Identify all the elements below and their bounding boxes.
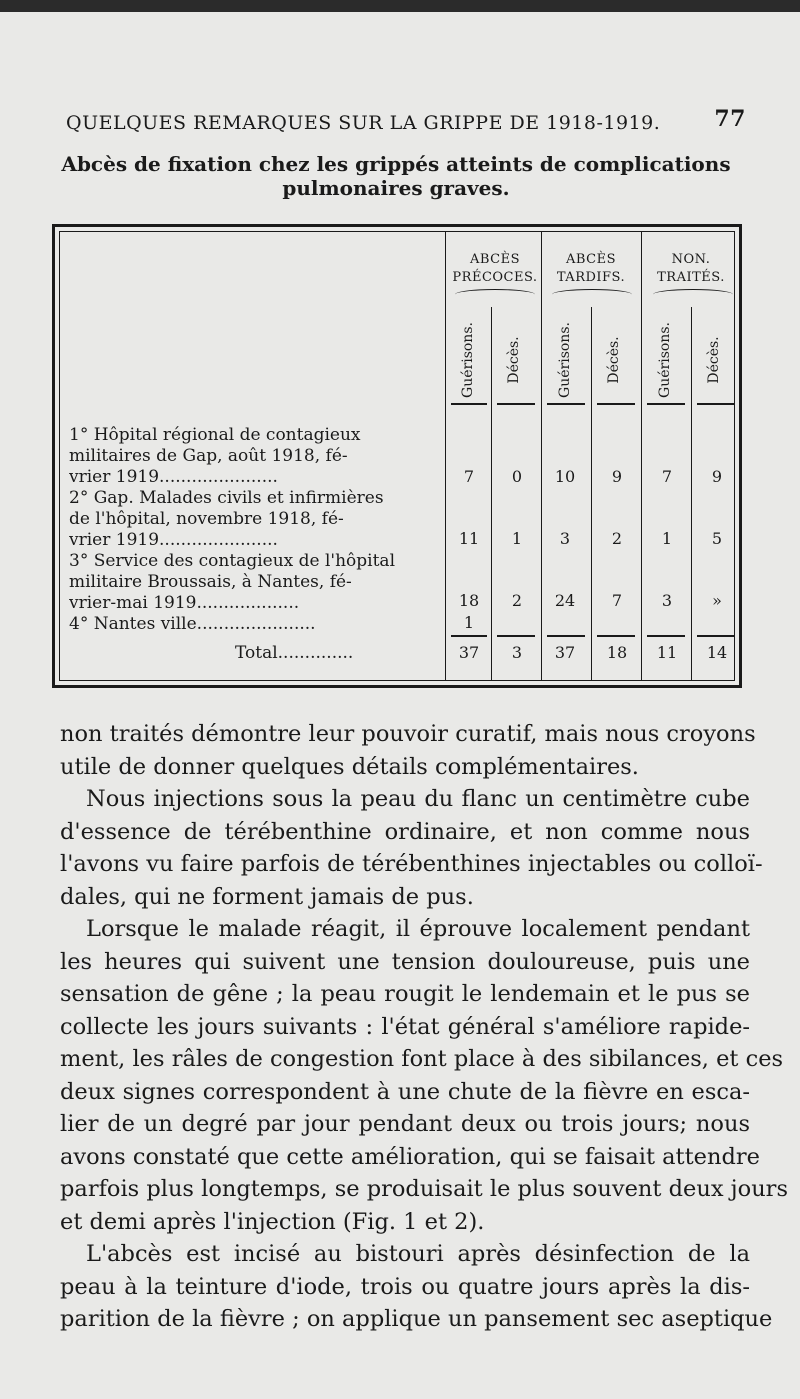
- table-row-label: [69, 614, 447, 635]
- total-value: 14: [706, 643, 728, 662]
- page-top-edge: [0, 0, 800, 12]
- header-rule: [451, 403, 487, 405]
- total-rule: [497, 635, 535, 637]
- header-rule: [647, 403, 685, 405]
- cell-value: 7: [463, 467, 475, 486]
- cell-value: 18: [458, 591, 480, 610]
- cell-value: 1: [463, 613, 475, 632]
- row-label-line: militaire Broussais, à Nantes, fé-: [69, 572, 352, 592]
- group-header-line: NON.: [671, 252, 711, 267]
- table-row-label: [69, 425, 447, 488]
- caption-line: Abcès de fixation chez les grippés atteints de complications: [61, 152, 731, 176]
- total-label: Total..............: [235, 643, 354, 663]
- text-line: parfois plus longtemps, se produisait le plus souvent deux jours: [60, 1176, 788, 1202]
- total-rule: [647, 635, 685, 637]
- text-line: dales, qui ne forment jamais de pus.: [60, 883, 474, 910]
- running-title: QUELQUES REMARQUES SUR LA GRIPPE DE 1918-1919.: [66, 112, 661, 134]
- subhead-deces: [594, 315, 634, 405]
- text-line: peau à la teinture d'iode, trois ou quatre jours après la dis-: [60, 1273, 750, 1300]
- row-label-line: militaires de Gap, août 1918, fé-: [69, 446, 348, 466]
- text-line: avons constaté que cette amélioration, qui se faisait attendre: [60, 1143, 760, 1170]
- group-header-line: PRÉCOCES.: [452, 270, 538, 285]
- cell-value: 1: [511, 529, 523, 548]
- subhead-label: Guérisons.: [557, 322, 573, 398]
- cell-value: 24: [554, 591, 576, 610]
- text-line: ment, les râles de congestion font place à des sibilances, et ces: [60, 1046, 784, 1072]
- column-rule: [491, 307, 492, 681]
- text-line: utile de donner quelques détails complémentaires.: [60, 753, 639, 780]
- row-label-line: 4° Nantes ville......................: [69, 614, 316, 634]
- text-line: Lorsque le malade réagit, il éprouve localement pendant: [86, 916, 750, 942]
- subhead-guerisons: [545, 315, 585, 405]
- cell-value: 7: [611, 591, 623, 610]
- subhead-label: Guérisons.: [657, 322, 673, 398]
- text-line: collecte les jours suivants : l'état général s'améliore rapide-: [60, 1013, 750, 1040]
- cell-value: »: [712, 591, 722, 610]
- text-line: Nous injections sous la peau du flanc un centimètre cube: [86, 786, 750, 812]
- text-line: sensation de gêne ; la peau rougit le lendemain et le pus se: [60, 981, 750, 1007]
- group-header-abces-precoces: [447, 251, 543, 287]
- page-number: 77: [714, 106, 746, 132]
- total-value: 11: [656, 643, 678, 662]
- text-line: les heures qui suivent une tension douloureuse, puis une: [60, 948, 750, 975]
- row-label-line: vrier 1919......................: [69, 467, 278, 487]
- subhead-label: Décès.: [706, 336, 722, 384]
- subhead-label: Décès.: [606, 336, 622, 384]
- caption-line: pulmonaires graves.: [282, 176, 510, 200]
- cell-value: 3: [661, 591, 673, 610]
- header-rule: [547, 403, 585, 405]
- text-line: d'essence de térébenthine ordinaire, et non comme nous: [60, 818, 750, 845]
- table-row-label: [69, 551, 447, 614]
- subhead-guerisons: [448, 315, 488, 405]
- column-rule: [591, 307, 592, 681]
- group-brace: [455, 289, 535, 300]
- row-label-line: vrier 1919......................: [69, 530, 278, 550]
- cell-value: 11: [458, 529, 480, 548]
- cell-value: 9: [611, 467, 623, 486]
- total-rule: [697, 635, 735, 637]
- subhead-label: Décès.: [506, 336, 522, 384]
- cell-value: 9: [711, 467, 723, 486]
- paragraph: [60, 1238, 773, 1336]
- running-header: [66, 106, 746, 140]
- group-header-abces-tardifs: [543, 251, 639, 287]
- cell-value: 5: [711, 529, 723, 548]
- total-rule: [451, 635, 487, 637]
- row-label-line: vrier-mai 1919...................: [69, 593, 300, 613]
- total-rule: [597, 635, 635, 637]
- header-rule: [597, 403, 635, 405]
- text-line: deux signes correspondent à une chute de la fièvre en esca-: [60, 1078, 750, 1105]
- body-text: [60, 718, 788, 1336]
- cell-value: 10: [554, 467, 576, 486]
- group-header-line: ABCÈS: [565, 252, 617, 267]
- table-caption: [46, 152, 746, 200]
- paragraph: [60, 783, 763, 913]
- statistics-table: [52, 224, 742, 688]
- cell-value: 3: [559, 529, 571, 548]
- row-label-line: de l'hôpital, novembre 1918, fé-: [69, 509, 344, 529]
- header-rule: [497, 403, 535, 405]
- table-row-label: [69, 488, 447, 551]
- total-value: 37: [554, 643, 576, 662]
- group-header-line: TRAITÉS.: [657, 270, 725, 285]
- cell-value: 2: [611, 529, 623, 548]
- cell-value: 0: [511, 467, 523, 486]
- cell-value: 2: [511, 591, 523, 610]
- subhead-label: Guérisons.: [460, 322, 476, 398]
- text-line: parition de la fièvre ; on applique un pansement sec aseptique: [60, 1306, 773, 1332]
- header-rule: [697, 403, 735, 405]
- total-rule: [547, 635, 585, 637]
- subhead-deces: [494, 315, 534, 405]
- column-rule: [691, 307, 692, 681]
- text-line: lier de un degré par jour pendant deux ou trois jours; nous: [60, 1111, 750, 1137]
- subhead-deces: [694, 315, 734, 405]
- group-header-line: TARDIFS.: [556, 270, 626, 285]
- column-rule: [641, 231, 642, 681]
- text-line: l'avons vu faire parfois de térébenthines injectables ou colloï-: [60, 851, 763, 877]
- paragraph: [60, 718, 756, 783]
- text-line: L'abcès est incisé au bistouri après désinfection de la: [86, 1241, 750, 1267]
- subhead-guerisons: [645, 315, 685, 405]
- row-label-line: 2° Gap. Malades civils et infirmières: [69, 488, 384, 508]
- row-label-line: 3° Service des contagieux de l'hôpital: [69, 551, 396, 571]
- text-line: et demi après l'injection (Fig. 1 et 2).: [60, 1208, 485, 1235]
- total-value: 18: [606, 643, 628, 662]
- column-rule: [541, 231, 542, 681]
- total-value: 37: [458, 643, 480, 662]
- text-line: non traités démontre leur pouvoir curatif, mais nous croyons: [60, 721, 756, 747]
- paragraph: [60, 913, 788, 1238]
- cell-value: 1: [661, 529, 673, 548]
- row-label-line: 1° Hôpital régional de contagieux: [69, 425, 361, 445]
- total-value: 3: [511, 643, 523, 662]
- group-brace: [653, 289, 733, 300]
- cell-value: 7: [661, 467, 673, 486]
- group-header-non-traites: [643, 251, 739, 287]
- group-brace: [552, 289, 632, 300]
- group-header-line: ABCÈS: [469, 252, 521, 267]
